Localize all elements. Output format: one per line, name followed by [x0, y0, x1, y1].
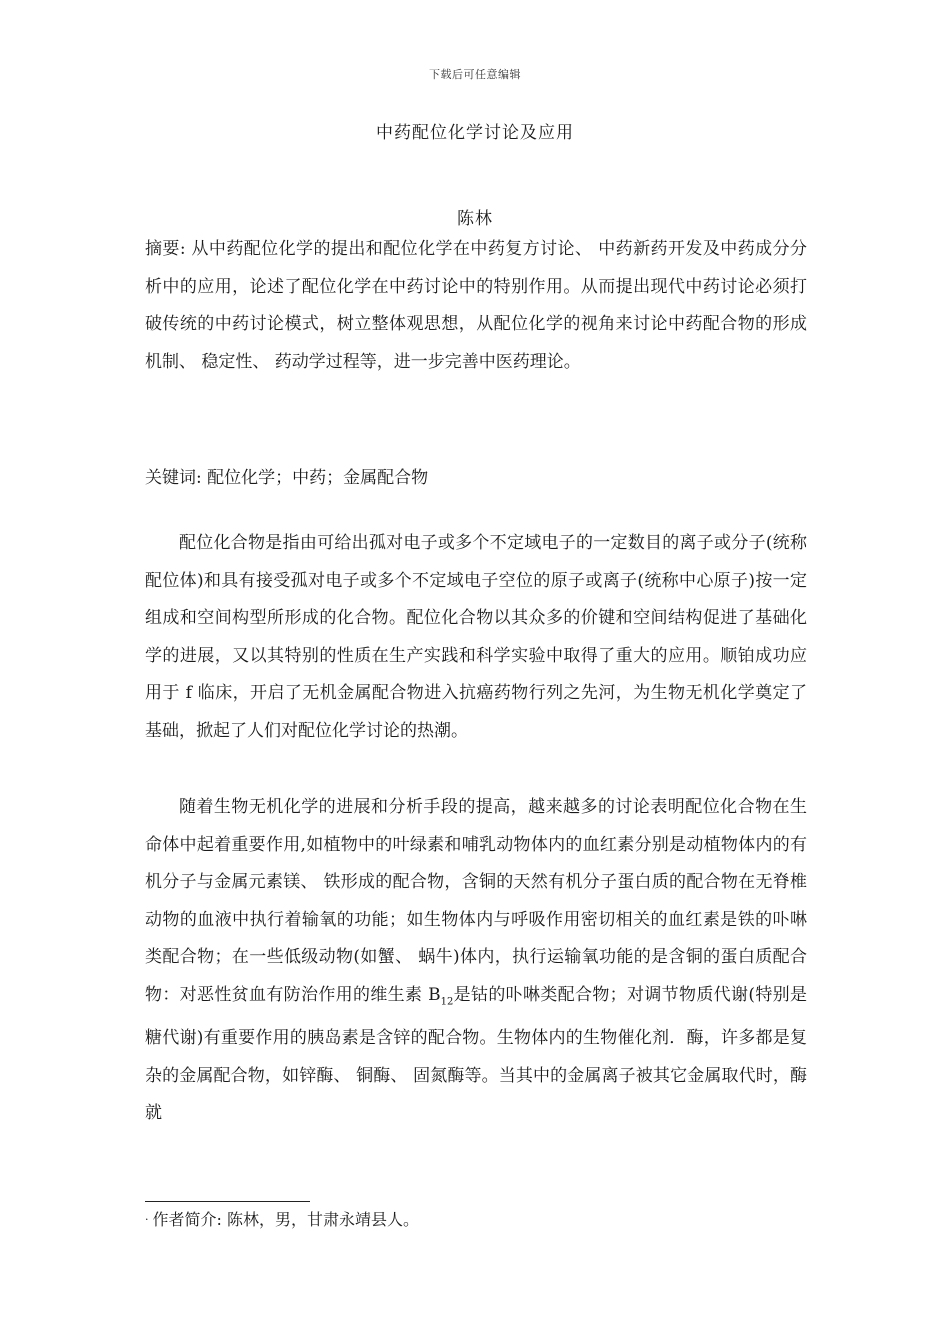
paragraph-2-part-2: 是钴的卟啉类配合物；对调节物质代谢(特别是糖代谢)有重要作用的胰岛素是含锌的配合物。生物体内的生物催化剂．酶，许多都是复杂的金属配合物，如锌酶、 铜酶、 固氮酶等。当其中的金属离子被其它金属取代时，酶就: [145, 984, 807, 1124]
keywords-text: 配位化学；中药；金属配合物: [207, 468, 429, 488]
footnote-text: 陈林，男，甘肃永靖县人。: [227, 1210, 420, 1229]
footnote: · 作者简介: 陈林，男，甘肃永靖县人。: [145, 1210, 420, 1229]
footnote-label: 作者简介: [152, 1210, 217, 1229]
abstract-label: 摘要: [145, 239, 180, 259]
keywords: 关键词: 配位化学；中药；金属配合物: [145, 468, 429, 488]
footnote-marker: ·: [145, 1213, 149, 1226]
body-paragraph-2: [145, 789, 807, 1133]
footnote-divider: [145, 1201, 310, 1202]
keywords-label: 关键词: [145, 468, 196, 488]
vitamin-b12-subscript: 12: [440, 995, 454, 1007]
author-name: 陈林: [457, 209, 493, 229]
abstract-text: 从中药配位化学的提出和配位化学在中药复方讨论、 中药新药开发及中药成分分析中的应用，论述了配位化学在中药讨论中的特别作用。从而提出现代中药讨论必须打破传统的中药讨论模式，树立整体观思想，从配位化学的视角来讨论中药配合物的形成机制、 稳定性、 药动学过程等，进一步完善中医药理论。: [145, 239, 808, 372]
document-title: 中药配位化学讨论及应用: [376, 123, 574, 143]
abstract: 摘要: 从中药配位化学的提出和配位化学在中药复方讨论、 中药新药开发及中药成分分析中的应用，论述了配位化学在中药讨论中的特别作用。从而提出现代中药讨论必须打破传统的中药讨论模式，树立整体观思想，从配位化学的视角来讨论中药配合物的形成机制、 稳定性、 药动学过程等，进一步完善中医药理论。: [145, 239, 808, 372]
header-note: 下载后可任意编辑: [429, 68, 521, 81]
body-paragraph-1: 配位化合物是指由可给出孤对电子或多个不定域电子的一定数目的离子或分子(统称配位体)和具有接受孤对电子或多个不定域电子空位的原子或离子(统称中心原子)按一定组成和空间构型所形成的化合物。配位化合物以其众多的价键和空间结构促进了基础化学的进展，又以其特别的性质在生产实践和科学实验中取得了重大的应用。顺铂成功应用于 f 临床，开启了无机金属配合物进入抗癌药物行列之先河，为生物无机化学奠定了基础，掀起了人们对配位化学讨论的热潮。: [145, 533, 807, 741]
paragraph-2-part-1: 随着生物无机化学的进展和分析手段的提高，越来越多的讨论表明配位化合物在生命体中起着重要作用,如植物中的叶绿素和哺乳动物体内的血红素分别是动植物体内的有机分子与金属元素镁、 铁形成的配合物，含铜的天然有机分子蛋白质的配合物在无脊椎动物的血液中执行着输氧的功能；如生物体内与呼吸作用密切相关的血红素是铁的卟啉类配合物；在一些低级动物(如蟹、 蜗牛)体内，执行运输氧功能的是含铜的蛋白质配合物：对恶性贫血有防治作用的维生素 B: [145, 797, 807, 1005]
